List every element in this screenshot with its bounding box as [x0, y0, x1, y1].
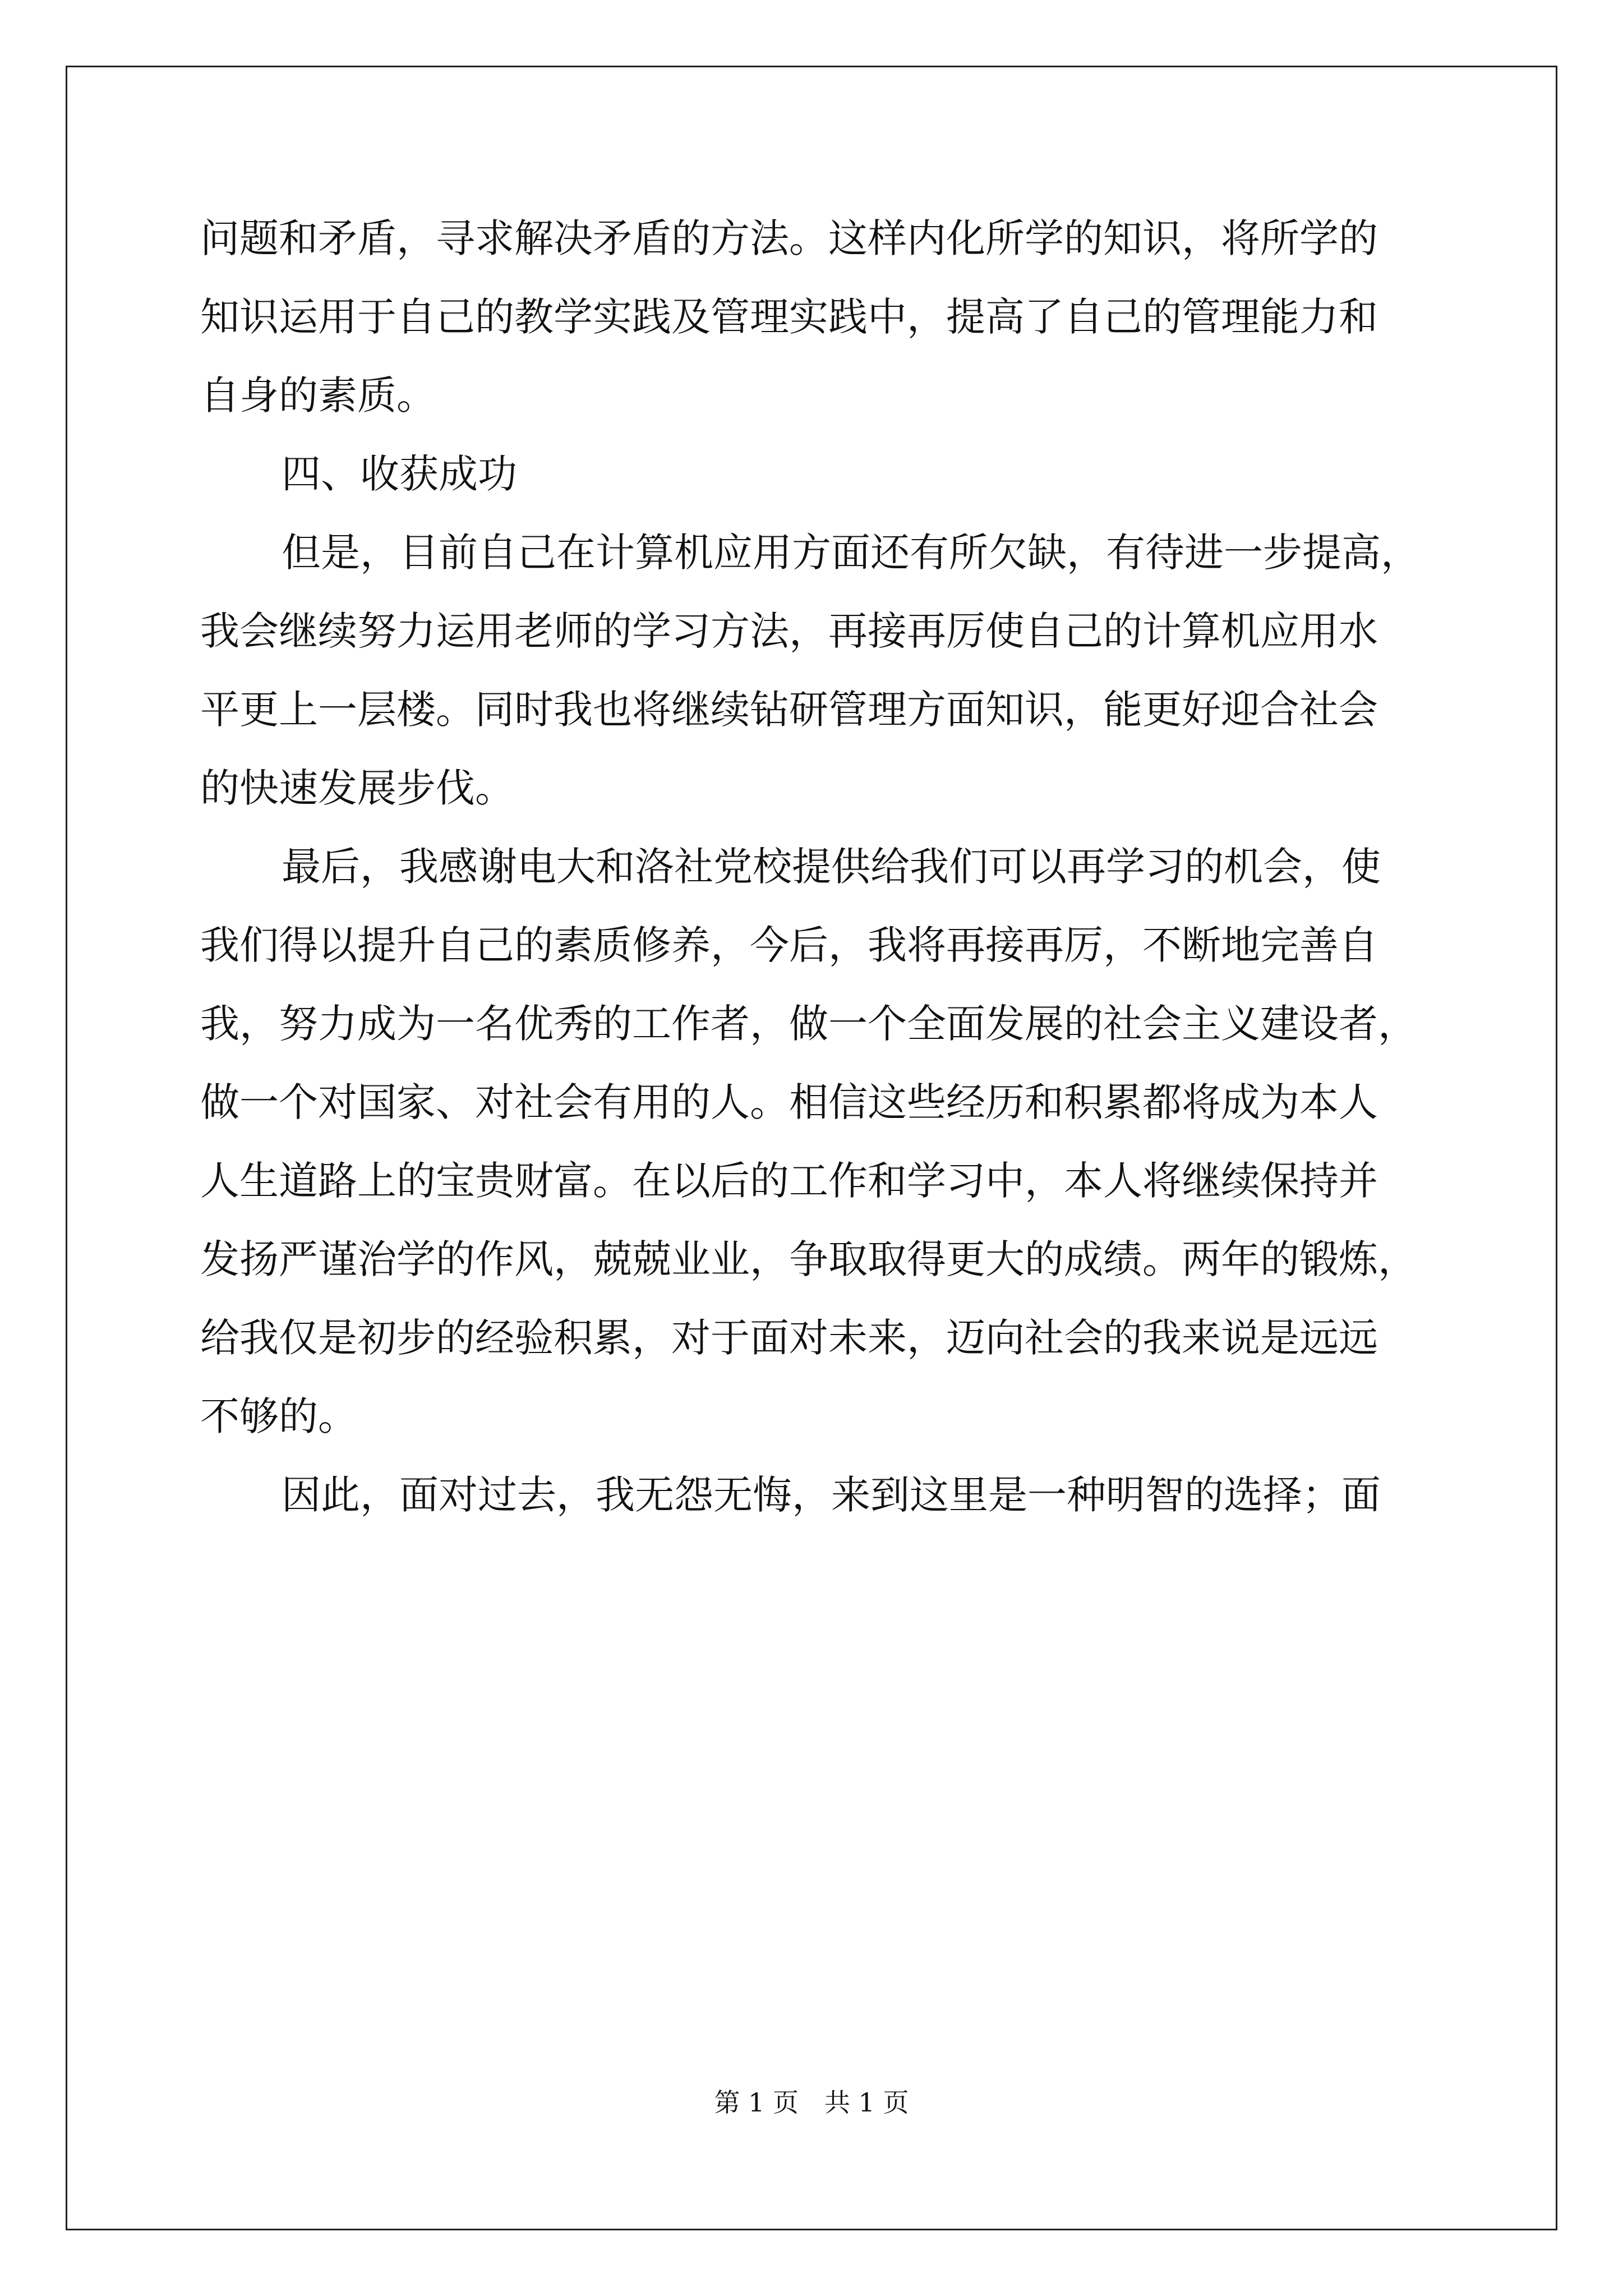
- text-line: 做一个对国家、对社会有用的人。相信这些经历和积累都将成为本人: [200, 1079, 1378, 1125]
- text-line: 我，努力成为一名优秀的工作者，做一个全面发展的社会主义建设者，: [200, 1001, 1417, 1047]
- document-body: [200, 199, 1451, 1534]
- text-line: 因此，面对过去，我无怨无悔，来到这里是一种明智的选择；面: [282, 1472, 1381, 1518]
- text-line: 问题和矛盾，寻求解决矛盾的方法。这样内化所学的知识，将所学的: [200, 215, 1378, 261]
- page-number-footer: 第 1 页 共 1 页: [714, 2087, 909, 2118]
- text-line: 但是，目前自己在计算机应用方面还有所欠缺，有待进一步提高，: [282, 530, 1420, 576]
- text-line: 人生道路上的宝贵财富。在以后的工作和学习中，本人将继续保持并: [200, 1158, 1378, 1204]
- section-heading: 四、收获成功: [282, 451, 517, 497]
- text-line: 给我仅是初步的经验积累，对于面对未来，迈向社会的我来说是远远: [200, 1315, 1378, 1361]
- text-line: 的快速发展步伐。: [200, 765, 514, 811]
- text-line: 发扬严谨治学的作风，兢兢业业，争取取得更大的成绩。两年的锻炼，: [200, 1236, 1417, 1282]
- text-line: 不够的。: [200, 1393, 357, 1439]
- text-line: 知识运用于自己的教学实践及管理实践中，提高了自己的管理能力和: [200, 294, 1378, 340]
- text-line: 我会继续努力运用老师的学习方法，再接再厉使自己的计算机应用水: [200, 608, 1378, 654]
- text-line: 最后，我感谢电大和洛社党校提供给我们可以再学习的机会，使: [282, 844, 1381, 890]
- text-line: 我们得以提升自己的素质修养，今后，我将再接再厉，不断地完善自: [200, 922, 1378, 968]
- text-line: 平更上一层楼。同时我也将继续钻研管理方面知识，能更好迎合社会: [200, 687, 1378, 733]
- text-line: 自身的素质。: [200, 372, 436, 418]
